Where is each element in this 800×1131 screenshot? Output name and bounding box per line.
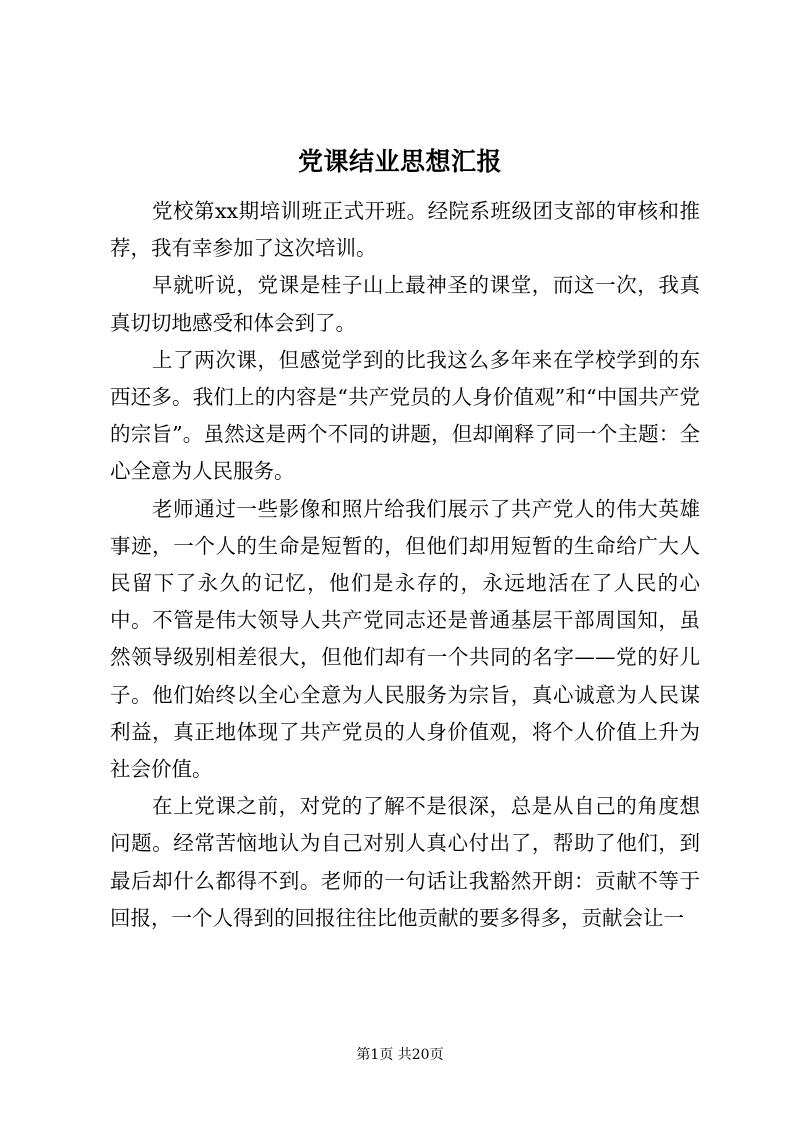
paragraph: 党校第xx期培训班正式开班。经院系班级团支部的审核和推荐，我有幸参加了这次培训。 <box>110 199 700 261</box>
paragraph: 早就听说，党课是桂子山上最神圣的课堂，而这一次，我真真切切地感受和体会到了。 <box>110 273 700 335</box>
page-title: 党课结业思想汇报 <box>297 147 502 176</box>
paragraph: 上了两次课，但感觉学到的比我这么多年来在学校学到的东西还多。我们上的内容是“共产党员的人身价值观”和“中国共产党的宗旨”。虽然这是两个不同的讲题，但却阐释了同一个主题：全心全意为人民服务。 <box>110 347 700 484</box>
paragraph: 老师通过一些影像和照片给我们展示了共产党人的伟大英雄事迹，一个人的生命是短暂的，但他们却用短暂的生命给广大人民留下了永久的记忆，他们是永存的，永远地活在了人民的心中。不管是伟大领导人共产党同志还是普通基层干部周国知，虽然领导级别相差很大，但他们却有一个共同的名字——党的好儿子。他们始终以全心全意为人民服务为宗旨，真心诚意为人民谋利益，真正地体现了共产党员的人身价值观，将个人价值上升为社会价值。 <box>110 496 700 782</box>
page-number-footer: 第1页 共20页 <box>356 1047 444 1063</box>
paragraph: 在上党课之前，对党的了解不是很深，总是从自己的角度想问题。经常苦恼地认为自己对别人真心付出了，帮助了他们，到最后却什么都得不到。老师的一句话让我豁然开朗：贡献不等于回报，一个人得到的回报往往比他贡献的要多得多，贡献会让一 <box>110 794 700 930</box>
document-body <box>110 193 700 937</box>
